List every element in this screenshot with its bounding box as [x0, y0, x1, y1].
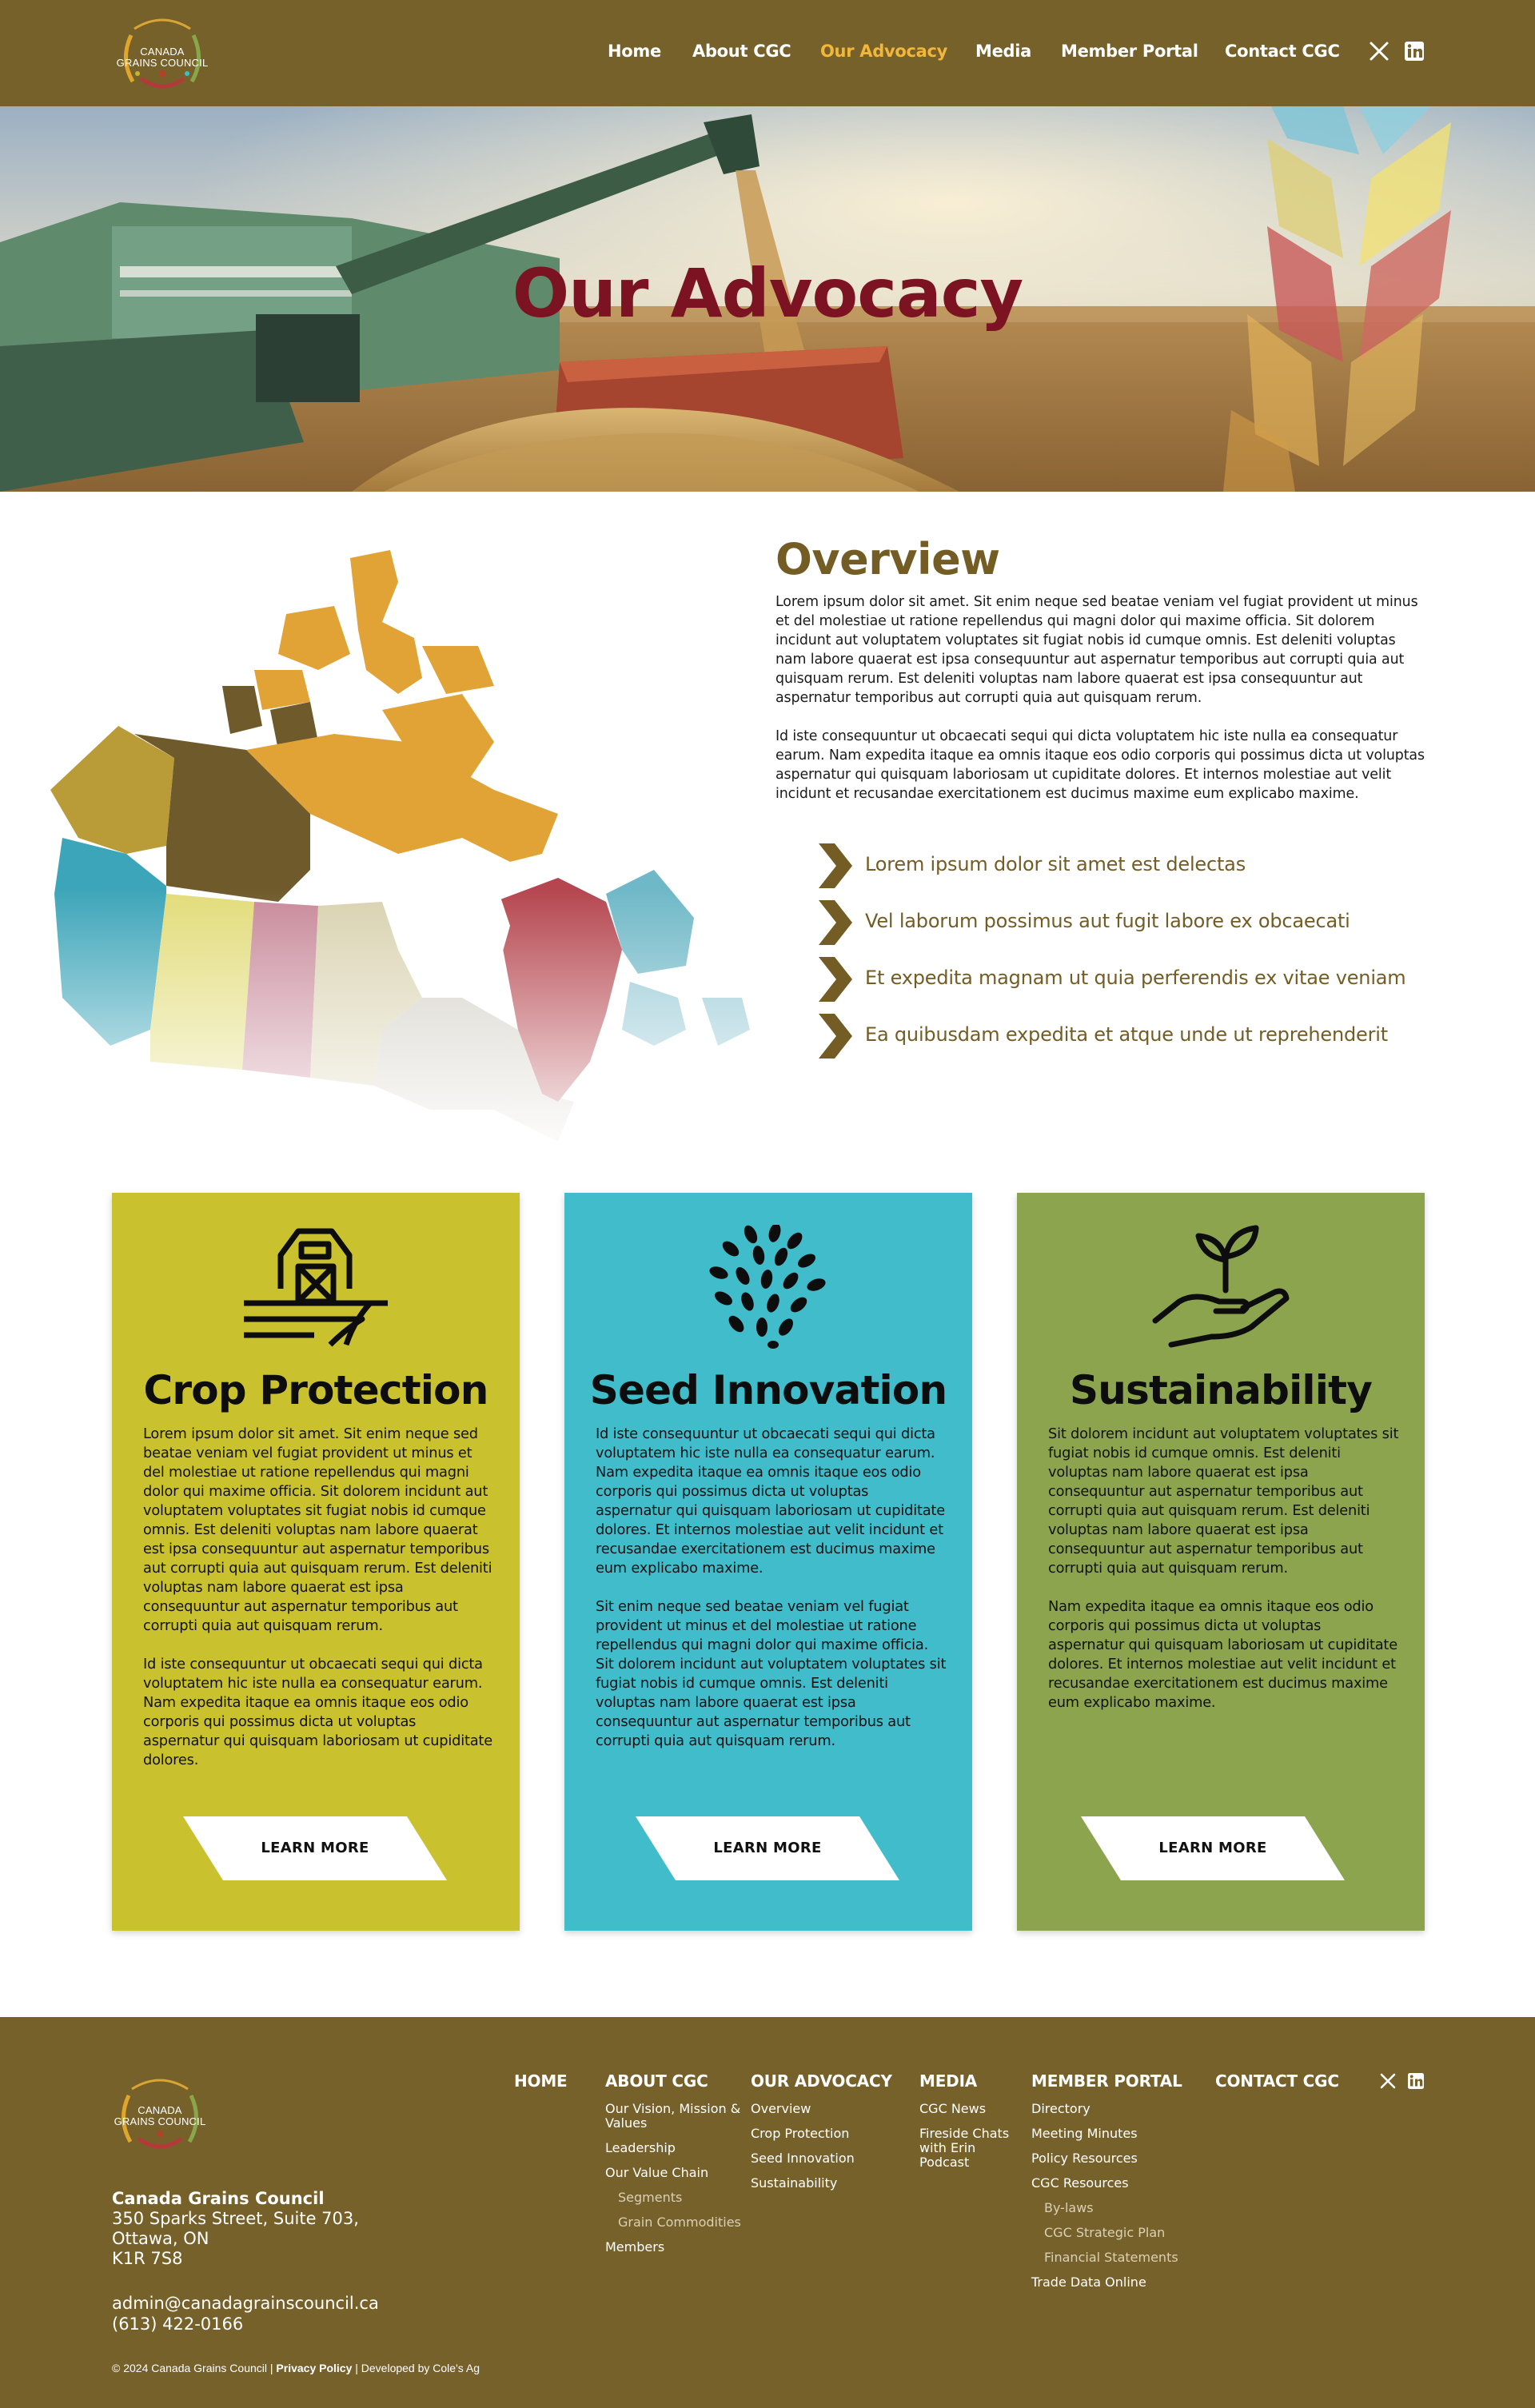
- footer-col-member-portal: [1031, 2071, 1182, 2300]
- overview-bullet: Lorem ipsum dolor sit amet est delectas: [817, 842, 1473, 890]
- footer-heading[interactable]: MEMBER PORTAL: [1031, 2071, 1182, 2091]
- footer-col-media: [919, 2071, 1019, 2180]
- chevron-right-icon: [817, 842, 854, 890]
- logo-line-2: GRAINS COUNCIL: [116, 57, 209, 69]
- nav-home[interactable]: Home: [608, 42, 661, 61]
- footer-link[interactable]: Fireside Chats with Erin Podcast: [919, 2126, 1010, 2170]
- footer-linkedin-icon[interactable]: [1406, 2071, 1425, 2091]
- org-name: Canada Grains Council: [112, 2189, 325, 2208]
- footer-heading[interactable]: CONTACT CGC: [1215, 2071, 1339, 2091]
- footer-heading[interactable]: ABOUT CGC: [605, 2071, 708, 2091]
- linkedin-icon[interactable]: [1403, 40, 1425, 62]
- learn-more-button[interactable]: LEARN MORE: [1081, 1816, 1345, 1880]
- footer-heading[interactable]: MEDIA: [919, 2071, 978, 2091]
- canada-provinces-map: [46, 550, 770, 1166]
- footer-link[interactable]: Leadership: [605, 2140, 676, 2155]
- nav-media[interactable]: Media: [975, 42, 1032, 61]
- card-seed-innovation: [564, 1193, 972, 1931]
- footer-col-about: [605, 2071, 741, 2265]
- overview-heading: Overview: [775, 534, 1000, 584]
- overview-bullet: Et expedita magnam ut quia perferendis ex vitae veniam: [817, 955, 1473, 1003]
- chevron-right-icon: [817, 899, 854, 947]
- footer-heading[interactable]: HOME: [514, 2071, 568, 2091]
- footer-link[interactable]: Meeting Minutes: [1031, 2126, 1138, 2141]
- overview-bullet: Vel laborum possimus aut fugit labore ex obcaecati: [817, 899, 1473, 947]
- learn-more-button[interactable]: LEARN MORE: [636, 1816, 899, 1880]
- card-title: Crop Protection: [143, 1367, 488, 1413]
- footer-col-home: [514, 2071, 568, 2102]
- card-title: Seed Innovation: [589, 1367, 947, 1413]
- page-title: Our Advocacy: [512, 254, 1023, 333]
- privacy-policy-link[interactable]: Privacy Policy: [276, 2362, 353, 2374]
- footer-link[interactable]: CGC Resources: [1031, 2175, 1129, 2191]
- footer-contact: [112, 2293, 379, 2334]
- footer-link[interactable]: Seed Innovation: [751, 2151, 855, 2166]
- footer-logo-line-1: CANADA: [138, 2104, 182, 2116]
- footer-link[interactable]: Trade Data Online: [1031, 2274, 1146, 2290]
- hero-banner: [0, 106, 1535, 492]
- site-header: [0, 0, 1535, 106]
- learn-more-button[interactable]: LEARN MORE: [183, 1816, 447, 1880]
- logo-line-1: CANADA: [140, 46, 185, 58]
- footer-sub-link[interactable]: Segments: [618, 2190, 683, 2205]
- footer-cgc-logo[interactable]: [108, 2071, 212, 2155]
- card-body: Sit dolorem incidunt aut voluptatem voluptates sit fugiat nobis id cumque omnis. Est deleniti voluptas nam labore quaerat est ipsa consequuntur aut aspernatur temporibus aut corrupti quia aut quisquam rerum. Est deleniti voluptas nam labore quaerat est ipsa consequuntur aut aspernatur temporibus aut corrupti quia aut quisquam rerum. Nam expedita itaque ea omnis itaque eos odio corporis qui possimus dicta ut voluptas aspernatur qui quisquam laboriosam ut cupiditate dolores. Et internos molestiae aut velit incidunt et recusandae exercitationem est ducimus maxime eum explicabo maxime.: [1048, 1425, 1399, 1711]
- footer-logo-line-2: GRAINS COUNCIL: [114, 2115, 206, 2127]
- footer-heading[interactable]: OUR ADVOCACY: [751, 2071, 892, 2091]
- card-crop-protection: [112, 1193, 520, 1931]
- card-body: Lorem ipsum dolor sit amet. Sit enim neque sed beatae veniam vel fugiat provident ut minus et del molestiae ut ratione repellendus qui magni dolor qui maxime officia. Sit dolorem incidunt aut voluptatem voluptates sit fugiat nobis id cumque omnis. Est deleniti voluptas nam labore quaerat est ipsa consequuntur aut aspernatur temporibus aut corrupti quia aut quisquam rerum. Est deleniti voluptas nam labore quaerat est ipsa consequuntur aut aspernatur temporibus aut corrupti quia aut quisquam rerum. Id iste consequuntur ut obcaecati sequi qui dicta voluptatem hic iste nulla ea consequatur earum. Nam expedita itaque ea omnis itaque eos odio corporis qui possimus dicta ut voluptas aspernatur qui quisquam laboriosam ut cupiditate dolores.: [143, 1425, 492, 1768]
- overview-paragraph-2: Id iste consequuntur ut obcaecati sequi qui dicta voluptatem hic iste nulla ea consequatur earum. Nam expedita itaque ea omnis itaque eos odio corporis qui possimus dicta ut voluptas aspernatur qui quisquam laboriosam ut cupiditate dolores. Et internos molestiae aut velit incidunt et recusandae exercitationem est ducimus maxime eum explicabo maxime.: [775, 728, 1425, 802]
- footer-link[interactable]: Policy Resources: [1031, 2151, 1138, 2166]
- footer-address: Canada Grains Council 350 Sparks Street, Suite 703, Ottawa, ON K1R 7S8: [112, 2189, 359, 2268]
- footer-col-contact: [1215, 2071, 1339, 2102]
- overview-paragraph-1: Lorem ipsum dolor sit amet. Sit enim neque sed beatae veniam vel fugiat provident ut minus et del molestiae ut ratione repellendus qui magni dolor qui maxime officia. Sit dolorem incidunt aut voluptatem voluptates sit fugiat nobis id cumque omnis. Est deleniti voluptas nam labore quaerat est ipsa consequuntur aut aspernatur temporibus aut corrupti quia aut quisquam rerum. Est deleniti voluptas nam labore quaerat est ipsa consequuntur aut aspernatur temporibus aut corrupti quia aut quisquam rerum.: [775, 594, 1418, 706]
- footer-email-link[interactable]: admin@canadagrainscouncil.ca: [112, 2294, 379, 2313]
- seeds-icon: [695, 1225, 842, 1349]
- footer-link[interactable]: Directory: [1031, 2101, 1090, 2116]
- x-icon[interactable]: [1368, 40, 1390, 62]
- footer-x-icon[interactable]: [1378, 2071, 1397, 2091]
- footer-link[interactable]: Sustainability: [751, 2175, 838, 2191]
- footer-link[interactable]: CGC News: [919, 2101, 987, 2116]
- footer-sub-link[interactable]: Financial Statements: [1044, 2250, 1178, 2265]
- card-sustainability: [1017, 1193, 1425, 1931]
- site-footer: [0, 2017, 1535, 2408]
- hand-sprout-icon: [1147, 1225, 1294, 1349]
- footer-link[interactable]: Our Vision, Mission & Values: [605, 2101, 741, 2131]
- barn-field-icon: [242, 1225, 389, 1349]
- card-body: Id iste consequuntur ut obcaecati sequi qui dicta voluptatem hic iste nulla ea consequatur earum. Nam expedita itaque ea omnis itaque eos odio corporis qui possimus dicta ut voluptas aspernatur qui quisquam laboriosam ut cupiditate dolores. Et internos molestiae aut velit incidunt et recusandae exercitationem est ducimus maxime eum explicabo maxime. Sit enim neque sed beatae veniam vel fugiat provident ut minus et del molestiae ut ratione repellendus qui magni dolor qui maxime officia. Sit dolorem incidunt aut voluptatem voluptates sit fugiat nobis id cumque omnis. Est deleniti voluptas nam labore quaerat est ipsa consequuntur aut aspernatur temporibus aut corrupti quia aut quisquam rerum.: [596, 1425, 947, 1749]
- nav-about-cgc[interactable]: About CGC: [692, 42, 791, 61]
- footer-sub-link[interactable]: By-laws: [1044, 2200, 1094, 2215]
- card-title: Sustainability: [1070, 1367, 1372, 1413]
- footer-col-advocacy: [751, 2071, 892, 2201]
- chevron-right-icon: [817, 1012, 854, 1060]
- footer-link[interactable]: Members: [605, 2239, 665, 2255]
- footer-copyright: © 2024 Canada Grains Council | Privacy Policy | Developed by Cole's Ag: [112, 2362, 480, 2374]
- nav-member-portal[interactable]: Member Portal: [1061, 42, 1198, 61]
- nav-our-advocacy[interactable]: Our Advocacy: [820, 42, 948, 61]
- footer-sub-link[interactable]: Grain Commodities: [618, 2215, 741, 2230]
- footer-link[interactable]: Our Value Chain: [605, 2165, 709, 2180]
- overview-bullet: Ea quibusdam expedita et atque unde ut reprehenderit: [817, 1012, 1473, 1060]
- chevron-right-icon: [817, 955, 854, 1003]
- footer-phone-link[interactable]: (613) 422-0166: [112, 2314, 244, 2334]
- nav-contact-cgc[interactable]: Contact CGC: [1225, 42, 1340, 61]
- footer-sub-link[interactable]: CGC Strategic Plan: [1044, 2225, 1166, 2240]
- footer-link[interactable]: Overview: [751, 2101, 811, 2116]
- footer-link[interactable]: Crop Protection: [751, 2126, 850, 2141]
- cgc-logo[interactable]: [110, 11, 214, 94]
